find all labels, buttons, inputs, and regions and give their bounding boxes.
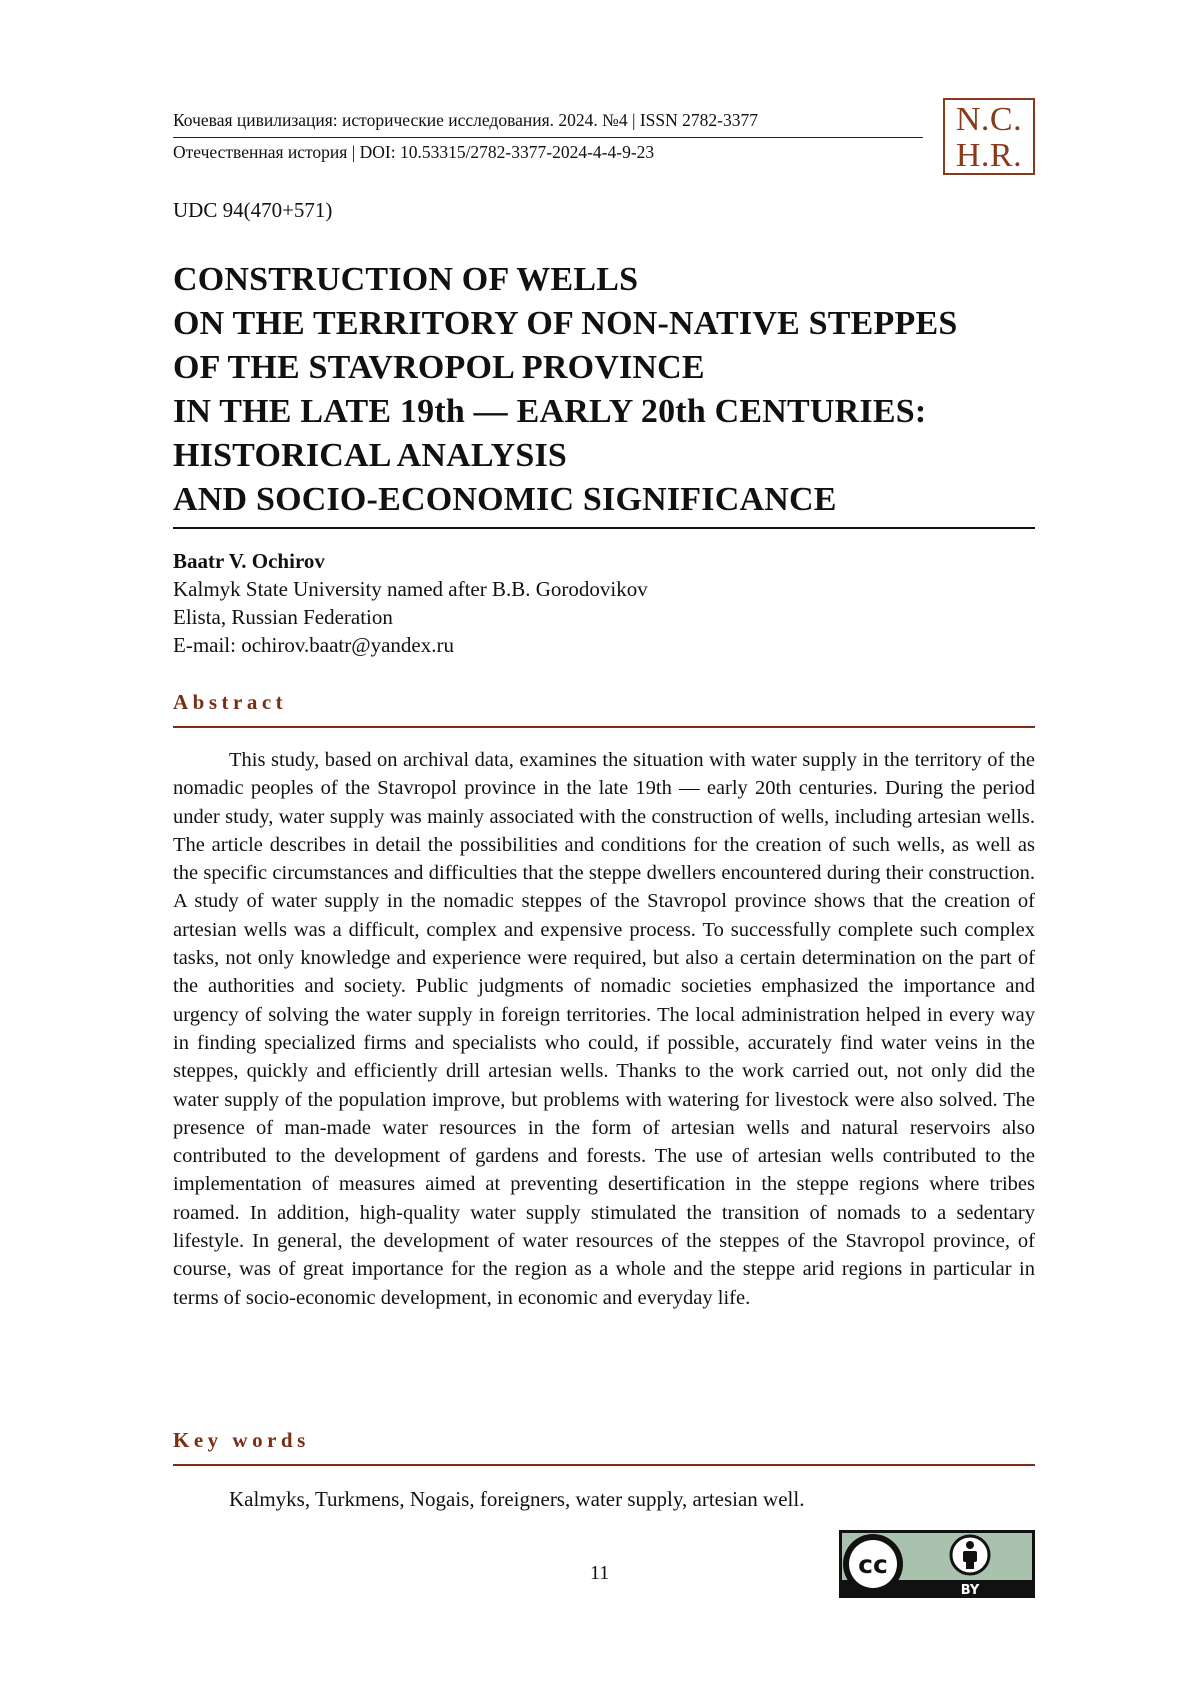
title-line: AND SOCIO-ECONOMIC SIGNIFICANCE (173, 481, 837, 518)
author-location: Elista, Russian Federation (173, 605, 393, 629)
title-divider (173, 527, 1035, 529)
by-label: BY (960, 1583, 980, 1598)
title-line: IN THE LATE 19th — EARLY 20th CENTURIES: (173, 393, 927, 430)
author-name: Baatr V. Ochirov (173, 549, 325, 573)
author-email: E-mail: ochirov.baatr@yandex.ru (173, 633, 454, 657)
page-number: 11 (590, 1562, 610, 1584)
journal-line: Кочевая цивилизация: исторические исследования. 2024. №4 | ISSN 2782-3377 (173, 108, 923, 138)
section-doi-line: Отечественная история | DOI: 10.53315/2782-3377-2024-4-4-9-23 (173, 142, 655, 162)
author-block (173, 547, 648, 659)
cc-by-license-badge (839, 1530, 1035, 1598)
abstract-heading: Abstract (173, 690, 288, 714)
logo-line-1: N.C. (955, 101, 1023, 138)
udc-code: UDC 94(470+571) (173, 198, 333, 222)
abstract-text: This study, based on archival data, examines the situation with water supply in the territory of the nomadic peoples of the Stavropol province in the late 19th — early 20th centuries. During the period under study, water supply was mainly associated with the construction of wells, including artesian wells. The article describes in detail the possibilities and conditions for the creation of such wells, as well as the specific circumstances and difficulties that the steppe dwellers encountered during their construction. A study of water supply in the nomadic steppes of the Stavropol province shows that the creation of artesian wells was a difficult, complex and expensive process. To successfully complete such complex tasks, not only knowledge and experience were required, but also a certain determination on the part of the authorities and society. Public judgments of nomadic societies emphasized the importance and urgency of solving the water supply in foreign territories. The local administration helped in every way in finding specialized firms and specialists who could, if possible, accurately find water veins in the steppes, quickly and efficiently drill artesian wells. Thanks to the work carried out, not only did the water supply of the population improve, but problems with watering for livestock were also solved. The presence of man-made water resources in the form of artesian wells and natural reservoirs also contributed to the development of gardens and forests. The use of artesian wells contributed to the implementation of measures aimed at preventing desertification in the steppe regions where tribes roamed. In addition, high-quality water supply stimulated the transition of nomads to a sedentary lifestyle. In general, the development of water resources of the steppes of the Stavropol province, of course, was of great importance for the region as a whole and the steppe arid regions in particular in terms of socio-economic development, in economic and everyday life. (173, 749, 1035, 1309)
running-header (173, 108, 923, 164)
title-line: CONSTRUCTION OF WELLS (173, 261, 639, 298)
logo-line-2: H.R. (955, 137, 1023, 174)
keywords-divider (173, 1464, 1035, 1466)
attribution-icon (951, 1536, 989, 1574)
cc-icon (843, 1534, 903, 1594)
cc-label: cc (858, 1550, 888, 1579)
keywords-text: Kalmyks, Turkmens, Nogais, foreigners, water supply, artesian well. (229, 1487, 805, 1511)
abstract-divider (173, 726, 1035, 728)
article-title (173, 258, 1043, 522)
journal-logo (943, 98, 1035, 175)
title-line: HISTORICAL ANALYSIS (173, 437, 568, 474)
keywords-heading: Key words (173, 1428, 310, 1452)
title-line: ON THE TERRITORY OF NON-NATIVE STEPPES (173, 305, 958, 342)
title-line: OF THE STAVROPOL PROVINCE (173, 349, 705, 386)
author-affiliation: Kalmyk State University named after B.B. Gorodovikov (173, 577, 648, 601)
